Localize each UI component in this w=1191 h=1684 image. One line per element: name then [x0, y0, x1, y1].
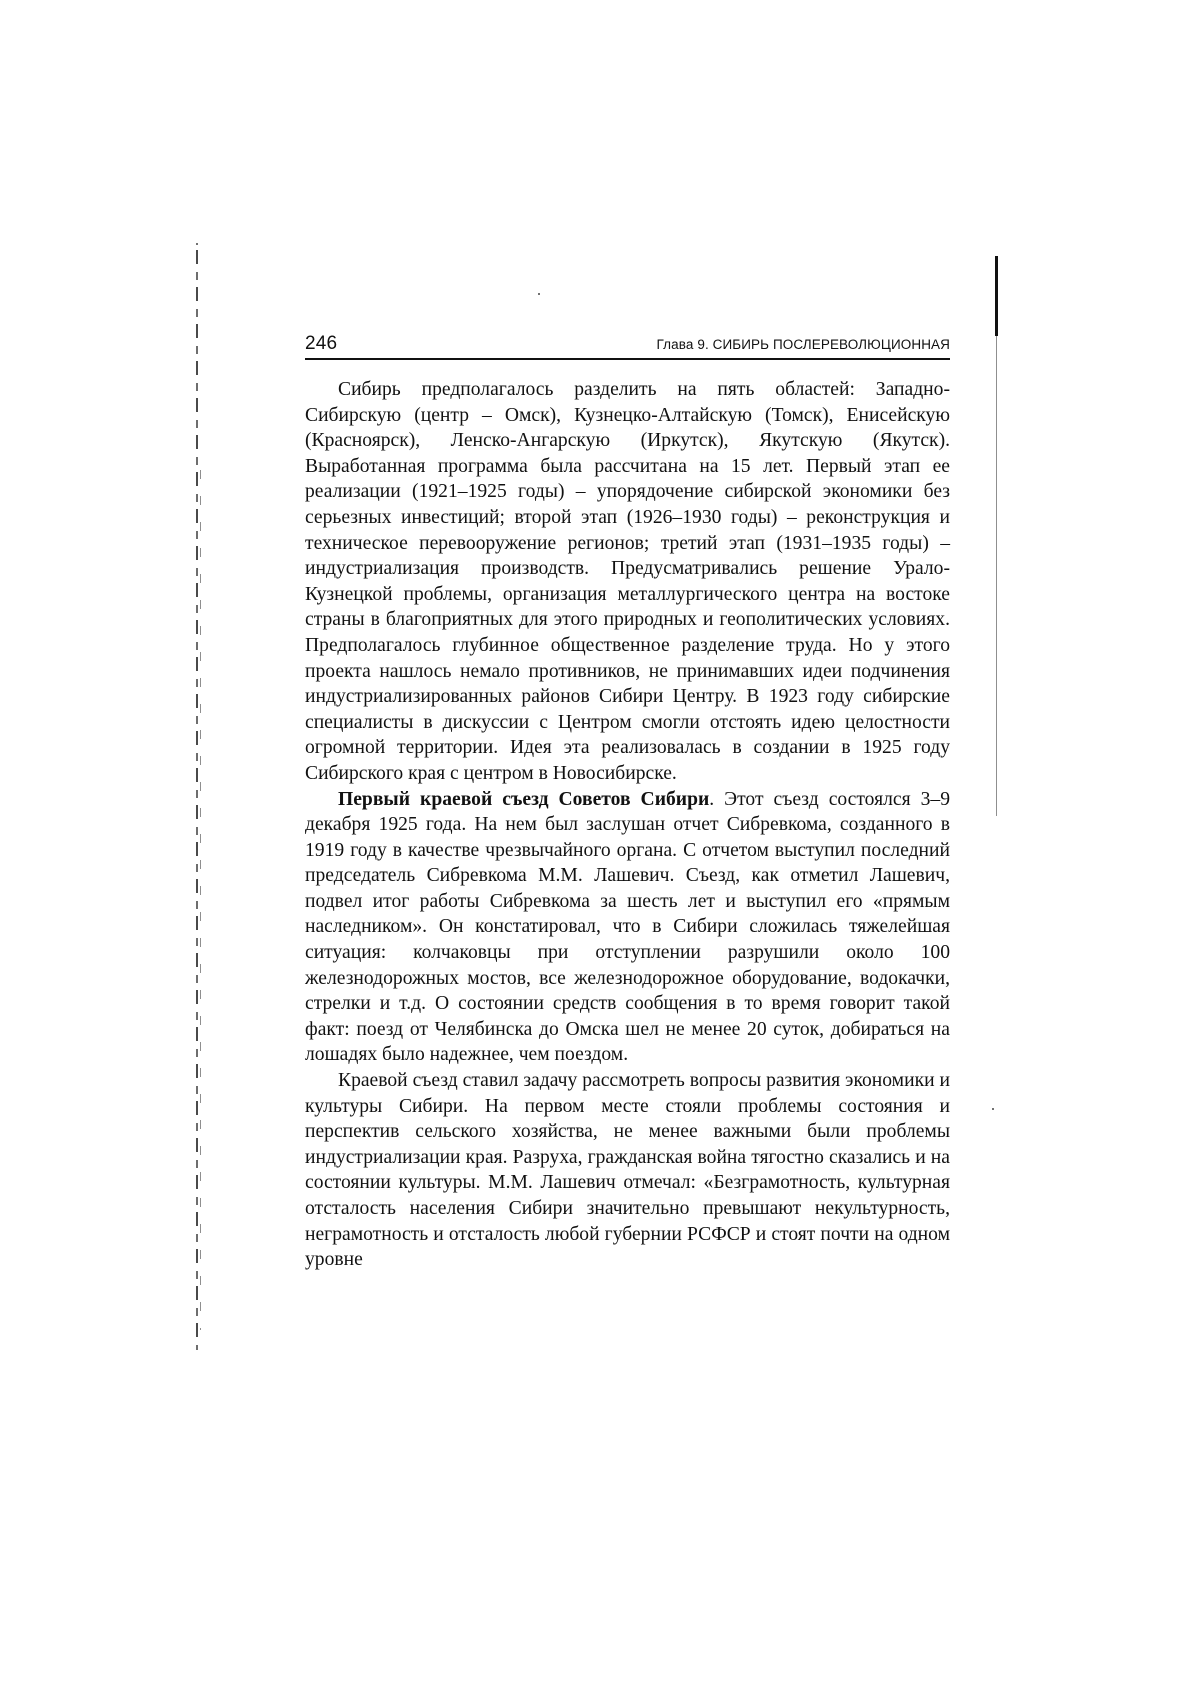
page-number: 246	[305, 333, 338, 354]
chapter-title: Глава 9. СИБИРЬ ПОСЛЕРЕВОЛЮЦИОННАЯ	[656, 337, 950, 352]
paragraph-3-text: Краевой съезд ставил задачу рассмотреть вопросы развития экономики и культуры Сибири. На первом месте стояли проблемы состояния и перспектив сельского хозяйства, не менее важными были проблемы индустриализации края. Разруха, гражданская война тягостно сказались и на состоянии культуры. М.М. Лашевич отмечал: «Безграмотность, культурная отсталость населения Сибири значительно превышают некультурность, неграмотность и отсталость любой губернии РСФСР и стоят почти на одном уровне	[305, 1070, 950, 1271]
scan-binding-edge-left	[196, 250, 198, 1350]
scan-speck	[992, 1108, 994, 1110]
scan-binding-edge-right	[995, 256, 998, 336]
paragraph-1-text: Сибирь предполагалось разделить на пять областей: Западно-Сибирскую (центр – Омск), Кузнецко-Алтайскую (Томск), Енисейскую (Красноярск), Ленско-Ангарскую (Иркутск), Якутскую (Якутск). Выработанная программа была рассчитана на 15 лет. Первый этап ее реализации (1921–1925 годы) – упорядочение сибирской экономики без серьезных инвестиций; второй этап (1926–1930 годы) – реконструкция и техническое перевооружение регионов; третий этап (1931–1935 годы) – индустриализация производств. Предусматривались решение Урало-Кузнецкой проблемы, организация металлургического центра на востоке страны в благоприятных для этого природных и геополитических условиях. Предполагалось глубинное общественное разделение труда. Но у этого проекта нашлось немало противников, не принимавших идеи подчинения индустриализированных районов Сибири Центру. В 1923 году сибирские специалисты в дискуссии с Центром смогли отстоять идею целостности огромной территории. Идея эта реализовалась в создании в 1925 году Сибирского края с центром в Новосибирске.	[305, 379, 950, 784]
paragraph-1	[305, 377, 950, 787]
scan-speck	[538, 293, 540, 295]
running-header	[305, 330, 950, 360]
scan-binding-edge-left-secondary	[200, 470, 201, 1330]
scan-binding-edge-right-thin	[996, 336, 997, 816]
paragraph-2	[305, 787, 950, 1069]
paragraph-3	[305, 1068, 950, 1273]
scan-speck	[196, 243, 198, 245]
section-heading: Первый краевой съезд Советов Сибири	[338, 788, 710, 810]
body-text	[305, 377, 950, 1273]
paragraph-2-text: . Этот съезд состоялся 3–9 декабря 1925 года. На нем был заслушан отчет Сибревкома, созданного в 1919 году в качестве чрезвычайного органа. С отчетом выступил последний председатель Сибревкома М.М. Лашевич. Съезд, как отметил Лашевич, подвел итог работы Сибревкома за шесть лет и выступил его «прямым наследником». Он констатировал, что в Сибири сложилась тяжелейшая ситуация: колчаковцы при отступлении разрушили около 100 железнодорожных мостов, все железнодорожное оборудование, водокачки, стрелки и т.д. О состоянии средств сообщения в то время говорит такой факт: поезд от Челябинска до Омска шел не менее 20 суток, добираться на лошадях было надежнее, чем поездом.	[305, 788, 951, 1066]
